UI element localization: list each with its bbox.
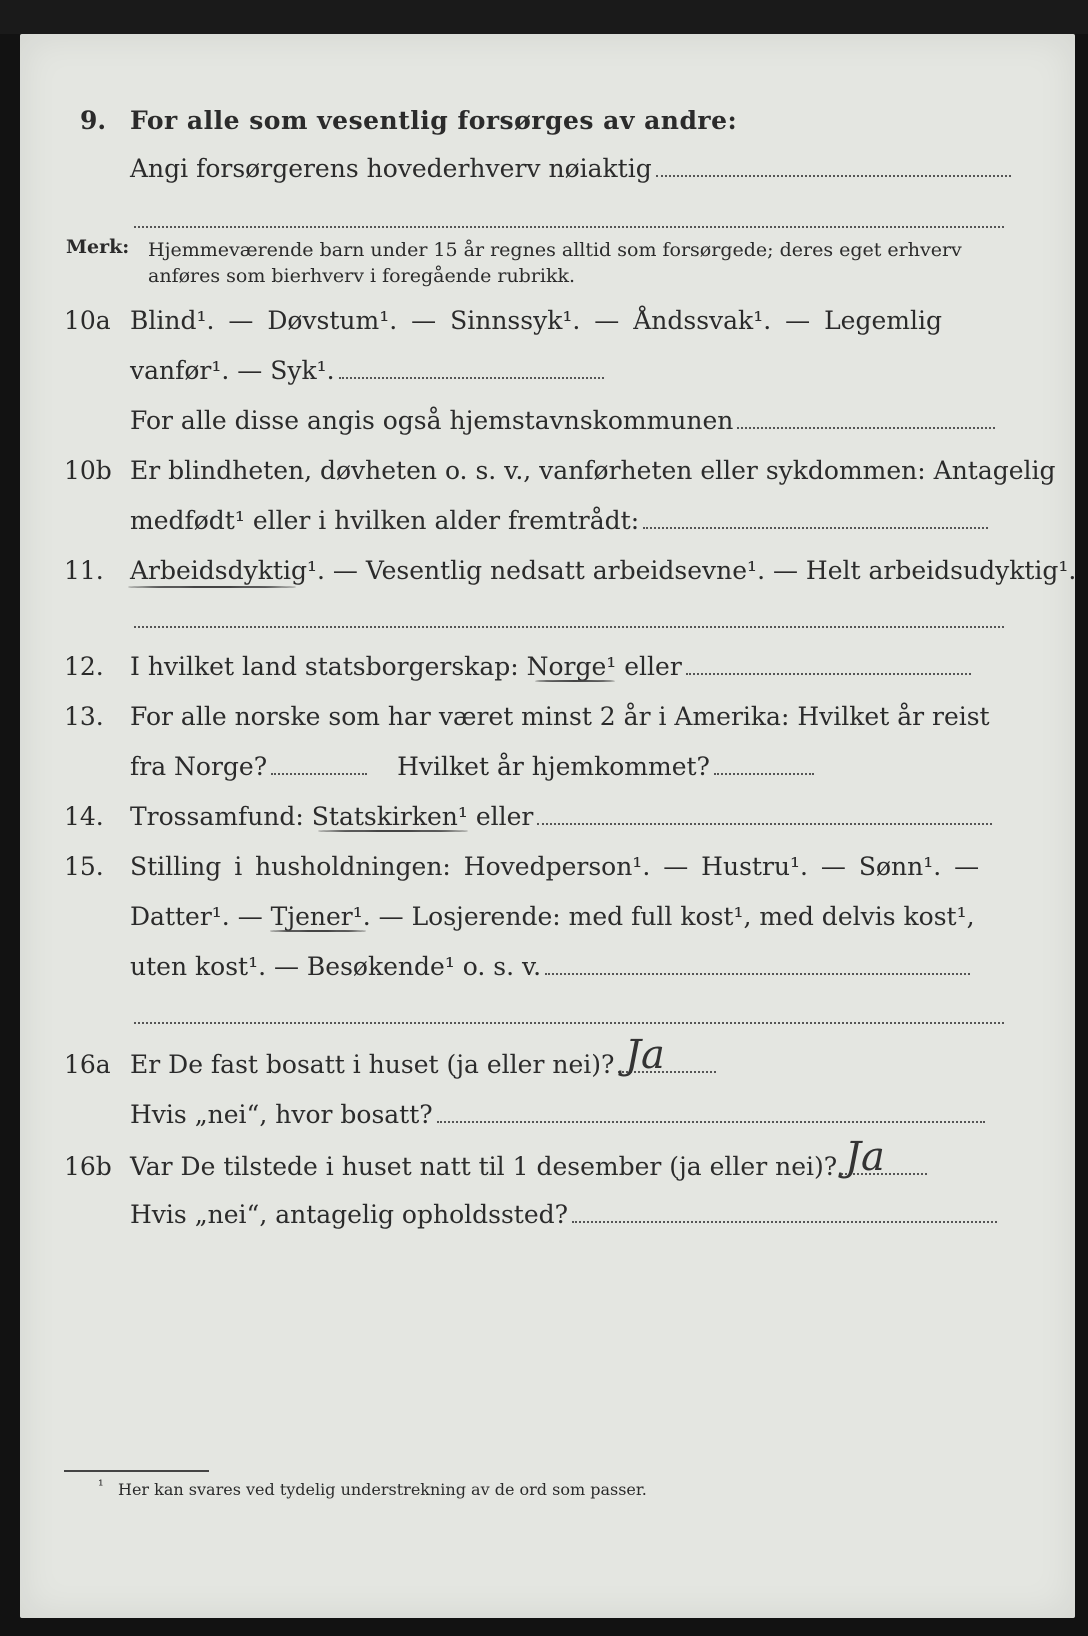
q13-line-1: For alle norske som har været minst 2 år i Amerika: Hvilket år reist (130, 702, 990, 731)
q16b-line-2 (130, 1200, 997, 1230)
q9-prompt (130, 154, 1011, 184)
q10b-answer-field[interactable] (643, 527, 988, 529)
q10a-line-3-text: For alle disse angis også hjemstavnskommunen (130, 406, 734, 435)
q12-answer-field[interactable] (686, 673, 971, 675)
merk-line-2: anføres som bierhverv i foregående rubrikk. (148, 265, 576, 287)
footnote-text: Her kan svares ved tydelig understrekning av de ord som passer. (118, 1480, 647, 1499)
q14-number: 14. (64, 802, 104, 831)
merk-line-1: Hjemmeværende barn under 15 år regnes alltid som forsørgede; deres eget erhverv (148, 239, 962, 261)
q10b-line-1: Er blindheten, døvheten o. s. v., vanførheten eller sykdommen: Antagelig (130, 456, 1056, 485)
q16a-number: 16a (64, 1050, 111, 1079)
q14-line-1 (130, 802, 992, 832)
q15-answer-field[interactable] (545, 973, 970, 975)
q11-underline-arbeidsdyktig (128, 586, 296, 588)
q16b-line-2-text: Hvis „nei“, antagelig opholdssted? (130, 1200, 569, 1229)
q11-line-1: Arbeidsdyktig¹. — Vesentlig nedsatt arbeidsevne¹. — Helt arbeidsudyktig¹. (130, 556, 1077, 585)
q11-answer-field[interactable] (134, 626, 1004, 628)
q13-hjemkommet-field[interactable] (714, 773, 814, 775)
q14-line-1-text: Trossamfund: Statskirken¹ eller (130, 802, 534, 831)
q15-underline-tjener (270, 930, 366, 932)
q15-line-2: Datter¹. — Tjener¹. — Losjerende: med full kost¹, med delvis kost¹, (130, 902, 975, 931)
q16a-line-2-text: Hvis „nei“, hvor bosatt? (130, 1100, 433, 1129)
q15-line-3-text: uten kost¹. — Besøkende¹ o. s. v. (130, 952, 542, 981)
q10a-line-2-text: vanfør¹. — Syk¹. (130, 356, 335, 385)
q12-line-1-text: I hvilket land statsborgerskap: Norge¹ eller (130, 652, 682, 681)
q15-answer-field-2[interactable] (134, 1022, 1004, 1024)
q15-line-3 (130, 952, 970, 982)
q9-number: 9. (80, 106, 107, 135)
q9-answer-field[interactable] (656, 175, 1011, 177)
q12-underline-norge (535, 680, 615, 682)
q9-prompt-text: Angi forsørgerens hovederhverv nøiaktig (130, 154, 652, 183)
q12-number: 12. (64, 652, 104, 681)
q10a-syk-field[interactable] (339, 377, 604, 379)
merk-label: Merk: (66, 236, 130, 258)
q13-reist-label: fra Norge? (130, 752, 268, 781)
q15-line-1: Stilling i husholdningen: Hovedperson¹. — Hustru¹. — Sønn¹. — (130, 852, 980, 881)
q13-reist-field[interactable] (271, 773, 367, 775)
q16a-line-1-text: Er De fast bosatt i huset (ja eller nei)? (130, 1050, 615, 1079)
scan-top-border (0, 0, 1088, 34)
footnote-mark: ¹ (98, 1478, 104, 1494)
q14-answer-field[interactable] (537, 823, 992, 825)
q16b-handwritten-answer: Ja (845, 1134, 885, 1180)
q10a-number: 10a (64, 306, 111, 335)
q10b-line-2-text: medfødt¹ eller i hvilken alder fremtrådt: (130, 506, 640, 535)
q11-number: 11. (64, 556, 104, 585)
q10a-line-1: Blind¹. — Døvstum¹. — Sinnssyk¹. — Åndssvak¹. — Legemlig (130, 306, 942, 335)
q16a-handwritten-answer: Ja (625, 1032, 665, 1078)
q16b-opholdssted-field[interactable] (572, 1221, 997, 1223)
q14-underline-statskirken (318, 830, 468, 832)
q10a-hjemstavn-field[interactable] (737, 427, 995, 429)
q16b-line-1 (130, 1152, 927, 1182)
q10a-line-3 (130, 406, 995, 436)
census-form-page (20, 34, 1075, 1618)
q13-number: 13. (64, 702, 104, 731)
q16a-bosatt-field[interactable] (437, 1121, 985, 1123)
q16a-line-2 (130, 1100, 985, 1130)
q10a-line-2 (130, 356, 604, 386)
q9-title: For alle som vesentlig forsørges av andre: (130, 106, 738, 135)
q10b-number: 10b (64, 456, 112, 485)
q10b-line-2 (130, 506, 988, 536)
q13-hjemkommet-label: Hvilket år hjemkommet? (397, 752, 710, 781)
q13-line-2 (130, 752, 814, 782)
q15-number: 15. (64, 852, 104, 881)
q16b-number: 16b (64, 1152, 112, 1181)
q16b-line-1-text: Var De tilstede i huset natt til 1 desember (ja eller nei)? (130, 1152, 838, 1181)
q9-answer-field-2[interactable] (134, 226, 1004, 228)
footnote-rule (64, 1470, 209, 1472)
q12-line-1 (130, 652, 971, 682)
